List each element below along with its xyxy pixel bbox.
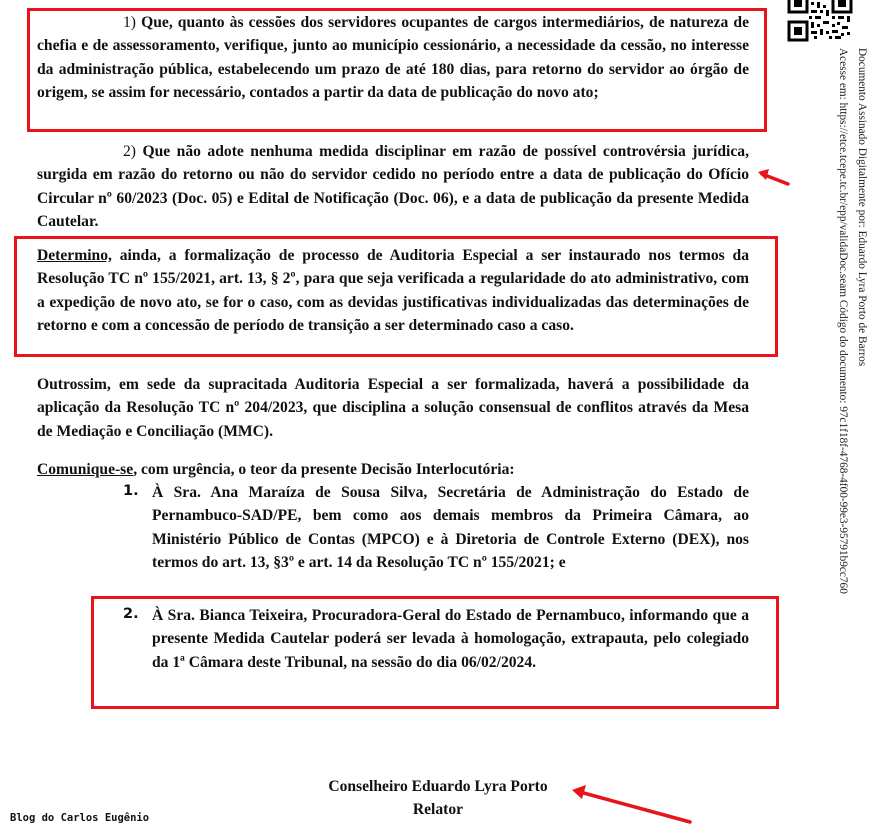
digital-signature-sidebar [833,48,871,594]
qr-code-icon [787,0,853,40]
signature-role: Relator [412,801,464,818]
determino-lead: Determino, [37,247,112,264]
list-item-1-text: À Sra. Ana Maraíza de Sousa Silva, Secretária de Administração do Estado de Pernambuco-SAD/PE, bem como aos demais membros da Primeira Câmara, ao Ministério Público de Contas (MPCO) e à Diretoria de Controle Externo (DEX), nos termos do art. 13, §3º e art. 14 da Resolução TC nº 155/2021; e [152,484,749,571]
item-2-paragraph [37,140,749,233]
red-arrow-icon [570,782,694,826]
comunique-text: , com urgência, o teor da presente Decisão Interlocutória: [133,461,515,478]
comunique-paragraph [37,458,749,481]
list-item-2-text: À Sra. Bianca Teixeira, Procuradora-Geral do Estado de Pernambuco, informando que a presente Medida Cautelar poderá ser levada à homologação, extrapauta, pelo colegiado da 1ª Câmara deste Tribunal, na sessão do dia 06/02/2024. [152,607,749,671]
list-item-2-number: 2. [123,606,139,622]
list-item-1-number: 1. [123,483,139,499]
highlight-box-3 [91,596,779,709]
item-2-number: 2) [123,143,136,160]
item-1-number: 1) [123,14,136,31]
red-arrow-icon [756,166,790,188]
sidebar-line-2: Acesse em: https://etce.tcepe.tc.br/epp/validaDoc.seam Código do documento: 97c1f18f-4768-4f00-99e3-95791b9cc760 [837,48,849,594]
determino-text: ainda, a formalização de processo de Auditoria Especial a ser instaurado nos termos da Resolução TC nº 155/2021, art. 13, § 2º, para que seja verificada a regularidade do ato administrativo, com a expedição de novo ato, se for o caso, com as devidas justificativas individualizadas das determinações de retorno e com a concessão de período de transição a ser determinado caso a caso. [37,247,749,334]
blog-watermark: Blog do Carlos Eugênio [10,812,150,824]
item-1-text: Que, quanto às cessões dos servidores ocupantes de cargos intermediários, de natureza de chefia e de assessoramento, verifique, junto ao município cessionário, a necessidade da cessão, no interesse da administração pública, estabelecendo um prazo de até 180 dias, para retorno do servidor ao órgão de origem, se assim for necessário, contados a partir da data de publicação do novo ato; [37,14,749,101]
signature-name: Conselheiro Eduardo Lyra Porto [328,778,548,795]
comunique-lead: Comunique-se [37,461,134,478]
item-2-text: Que não adote nenhuma medida disciplinar em razão de possível controvérsia jurídica, surgida em razão do retorno ou não do servidor cedido no período entre a data de publicação do Ofício Circular nº 60/2023 (Doc. 05) e Edital de Notificação (Doc. 06), e a data de publicação da presente Medida Cautelar. [37,143,749,230]
outrossim-paragraph: Outrossim, em sede da supracitada Auditoria Especial a ser formalizada, haverá a possibilidade da aplicação da Resolução TC nº 204/2023, que disciplina a solução consensual de conflitos através da Mesa de Mediação e Conciliação (MMC). [37,376,749,440]
sidebar-line-1: Documento Assinado Digitalmente por: Eduardo Lyra Porto de Barros [856,48,868,367]
highlight-box-1 [27,8,767,132]
highlight-box-2 [14,236,778,357]
